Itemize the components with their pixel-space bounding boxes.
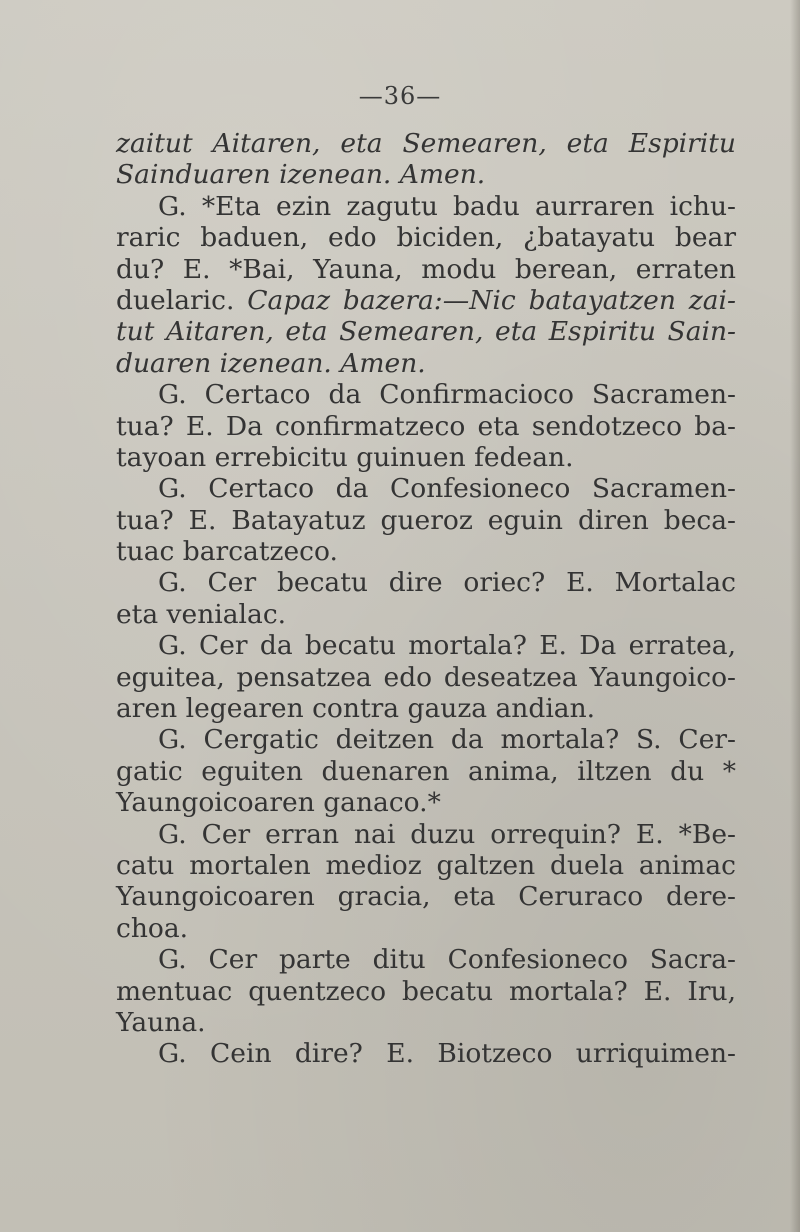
text-line: G. Cer becatu dire oriec? E. Mortalac bbox=[158, 567, 736, 599]
text-line: eguitea, pensatzea edo deseatzea Yaungoico- bbox=[116, 661, 736, 693]
text-line: Sainduaren izenean. Amen. bbox=[116, 159, 486, 191]
text-line: Yaungoicoaren ganaco.* bbox=[116, 787, 441, 819]
text-line: G. Certaco da Confirmacioco Sacramen- bbox=[158, 379, 736, 411]
text-line: zaitut Aitaren, eta Semearen, eta Espiritu bbox=[116, 128, 736, 159]
text-line: G. Cergatic deitzen da mortala? S. Cer- bbox=[158, 724, 736, 756]
text-line: gatic eguiten duenaren anima, iltzen du * bbox=[116, 755, 736, 787]
text-line: choa. bbox=[116, 912, 189, 944]
body-text bbox=[116, 128, 736, 1070]
text-line: tua? E. Da confirmatzeco eta sendotzeco ba- bbox=[116, 410, 736, 442]
text-line: mentuac quentzeco becatu mortala? E. Iru, bbox=[116, 975, 736, 1007]
text-line: G. Cer erran nai duzu orrequin? E. *Be- bbox=[158, 818, 736, 850]
text-line: Yauna. bbox=[116, 1006, 206, 1038]
text-line: catu mortalen medioz galtzen duela animac bbox=[116, 849, 736, 881]
text-fragment-roman: duelaric. bbox=[116, 284, 248, 316]
page-edge-shadow bbox=[790, 0, 800, 1232]
text-line: tua? E. Batayatuz gueroz eguin diren beca- bbox=[116, 504, 736, 536]
text-line-mixed bbox=[116, 285, 736, 316]
text-line: G. Cer parte ditu Confesioneco Sacra- bbox=[158, 944, 736, 976]
text-line: G. *Eta ezin zagutu badu aurraren ichu- bbox=[158, 190, 736, 222]
text-line: tayoan errebicitu guinuen fedean. bbox=[116, 441, 574, 473]
text-line: Yaungoicoaren gracia, eta Ceruraco dere- bbox=[116, 881, 736, 913]
text-line: G. Cer da becatu mortala? E. Da erratea, bbox=[158, 630, 736, 662]
text-line: G. Cein dire? E. Biotzeco urriquimen- bbox=[158, 1038, 736, 1070]
text-line: G. Certaco da Confesioneco Sacramen- bbox=[158, 473, 736, 505]
text-line: aren legearen contra gauza andian. bbox=[116, 693, 596, 725]
page-number: —36— bbox=[358, 82, 442, 110]
text-line: tuac barcatzeco. bbox=[116, 536, 338, 568]
text-line: du? E. *Bai, Yauna, modu berean, erraten bbox=[116, 253, 736, 285]
text-line: duaren izenean. Amen. bbox=[116, 347, 426, 379]
text-line: tut Aitaren, eta Semearen, eta Espiritu Sain- bbox=[116, 316, 736, 348]
text-fragment-italic: Capaz bazera:—Nic batayatzen zai- bbox=[247, 284, 736, 316]
text-line: eta venialac. bbox=[116, 598, 287, 630]
text-line: raric baduen, edo biciden, ¿batayatu bear bbox=[116, 222, 736, 254]
